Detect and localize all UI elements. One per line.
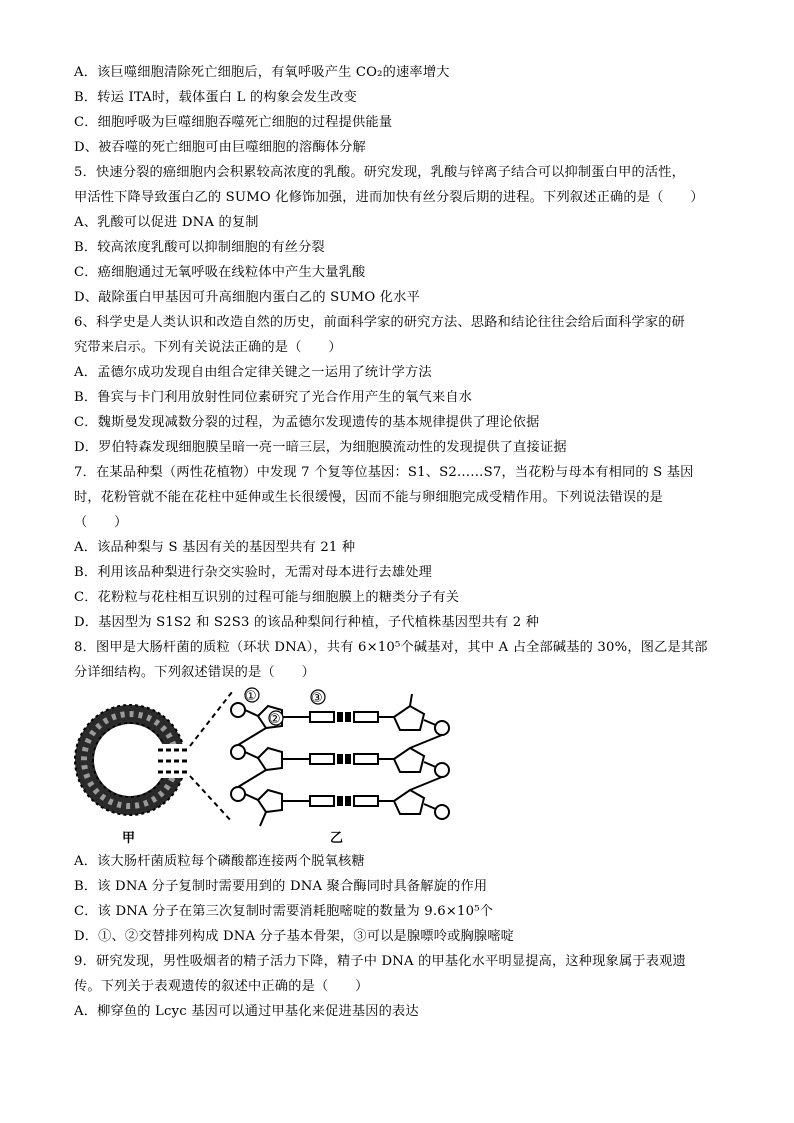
base-right xyxy=(354,754,378,764)
deoxyribose xyxy=(394,706,424,730)
hydrogen-bond xyxy=(338,713,342,721)
zoom-line-top xyxy=(190,692,232,746)
backbone-bond xyxy=(238,728,266,745)
option-6c: C．魏斯曼发现减数分裂的过程，为孟德尔发现遗传的基本规律提供了理论依据 xyxy=(74,415,540,430)
plasmid-ring xyxy=(75,705,190,815)
question-6-stem: 6、科学史是人类认识和改造自然的历史，前面科学家的研究方法、思路和结论往往会给后面科学家的研 xyxy=(74,315,686,330)
base-right xyxy=(354,712,378,722)
option-5d: D、敲除蛋白甲基因可升高细胞内蛋白乙的 SUMO 化水平 xyxy=(74,290,420,305)
figure-label-yi: 乙 xyxy=(330,831,344,846)
option-7a: A．该品种梨与 S 基因有关的基因型共有 21 种 xyxy=(74,540,356,555)
dna-figure-svg xyxy=(70,684,460,846)
dna-detail xyxy=(231,694,449,826)
option-5c: C．癌细胞通过无氧呼吸在线粒体中产生大量乳酸 xyxy=(74,265,366,280)
base-right xyxy=(354,796,378,806)
question-8-stem: 8．图甲是大肠杆菌的质粒（环状 DNA），共有 6×10⁵个碱基对，其中 A 占全部碱基的 30%，图乙是其部 xyxy=(74,640,708,655)
hydrogen-bond xyxy=(346,797,350,805)
question-5-stem-cont: 甲活性下降导致蛋白乙的 SUMO 化修饰加强，进而加快有丝分裂后期的进程。下列叙述正确的是（ ） xyxy=(74,190,704,205)
question-5-stem: 5．快速分裂的癌细胞内会积累较高浓度的乳酸。研究发现，乳酸与锌离子结合可以抑制蛋白甲的活性， xyxy=(74,165,686,180)
option-8c: C．该 DNA 分子在第三次复制时需要消耗胞嘧啶的数量为 9.6×10⁵个 xyxy=(74,904,494,919)
deoxyribose xyxy=(394,748,424,772)
phosphate xyxy=(435,805,449,819)
option-4d: D、被吞噬的死亡细胞可由巨噬细胞的溶酶体分解 xyxy=(74,140,366,155)
figure-label-jia: 甲 xyxy=(122,831,136,846)
option-4a: A．该巨噬细胞清除死亡细胞后，有氧呼吸产生 CO₂的速率增大 xyxy=(74,65,450,80)
question-6-stem-cont: 究带来启示。下列有关说法正确的是（ ） xyxy=(74,340,342,355)
option-8d: D．①、②交替排列构成 DNA 分子基本骨架，③可以是腺嘌呤或胸腺嘧啶 xyxy=(74,929,515,944)
backbone-bond xyxy=(260,812,266,826)
question-7-stem-cont: 时，花粉管就不能在花柱中延伸或生长很缓慢，因而不能与卵细胞完成受精作用。下列说法错误的是 xyxy=(74,490,664,505)
option-7d: D．基因型为 S1S2 和 S2S3 的该品种梨间行种植，子代植株基因型共有 2 种 xyxy=(74,615,540,630)
option-7b: B．利用该品种梨进行杂交实验时，无需对母本进行去雄处理 xyxy=(74,565,432,580)
backbone-bond xyxy=(245,752,258,758)
hydrogen-bond xyxy=(338,797,342,805)
deoxyribose xyxy=(394,790,424,814)
option-9a: A．柳穿鱼的 Lcyc 基因可以通过甲基化来促进基因的表达 xyxy=(74,1004,419,1019)
deoxyribose xyxy=(258,748,282,770)
base-left xyxy=(310,796,334,806)
base-left xyxy=(310,754,334,764)
question-7-answer-blank: （ ） xyxy=(74,515,128,530)
option-6a: A．孟德尔成功发现自由组合定律关键之一运用了统计学方法 xyxy=(74,365,432,380)
zoom-line-bottom xyxy=(190,776,232,822)
backbone-bond xyxy=(245,710,258,716)
phosphate xyxy=(435,763,449,777)
question-7-stem: 7．在某品种梨（两性花植物）中发现 7 个复等位基因：S1、S2……S7，当花粉与母本有相同的 S 基因 xyxy=(74,465,694,480)
option-4c: C．细胞呼吸为巨噬细胞吞噬死亡细胞的过程提供能量 xyxy=(74,115,393,130)
base-left xyxy=(310,712,334,722)
question-9-stem-cont: 传。下列关于表观遗传的叙述中正确的是（ ） xyxy=(74,979,369,994)
backbone-bond xyxy=(410,777,442,790)
hydrogen-bond xyxy=(346,713,350,721)
question-9-stem: 9．研究发现，男性吸烟者的精子活力下降，精子中 DNA 的甲基化水平明显提高，这种现象属于表观遗 xyxy=(74,954,686,969)
option-5a: A、乳酸可以促进 DNA 的复制 xyxy=(74,215,259,230)
dna-figure xyxy=(70,684,460,846)
marker-3: ③ xyxy=(311,691,323,706)
phosphate xyxy=(231,745,245,759)
option-7c: C．花粉粒与花柱相互识别的过程可能与细胞膜上的糖类分子有关 xyxy=(74,590,460,605)
marker-2: ② xyxy=(269,712,281,727)
option-6d: D．罗伯特森发现细胞膜呈暗一亮一暗三层，为细胞膜流动性的发现提供了直接证据 xyxy=(74,440,567,455)
phosphate xyxy=(231,787,245,801)
phosphate xyxy=(231,703,245,717)
deoxyribose xyxy=(258,790,282,812)
backbone-bond xyxy=(245,794,258,800)
option-8a: A．该大肠杆菌质粒每个磷酸都连接两个脱氧核糖 xyxy=(74,854,365,869)
backbone-bond xyxy=(410,735,442,748)
hydrogen-bond xyxy=(346,755,350,763)
backbone-bond xyxy=(410,694,412,706)
option-8b: B．该 DNA 分子复制时需要用到的 DNA 聚合酶同时具备解旋的作用 xyxy=(74,879,488,894)
option-6b: B．鲁宾与卡门利用放射性同位素研究了光合作用产生的氧气来自水 xyxy=(74,390,473,405)
hydrogen-bond xyxy=(338,755,342,763)
marker-1: ① xyxy=(245,689,257,704)
option-5b: B．较高浓度乳酸可以抑制细胞的有丝分裂 xyxy=(74,240,325,255)
phosphate xyxy=(435,721,449,735)
question-8-stem-cont: 分详细结构。下列叙述错误的是（ ） xyxy=(74,665,315,680)
option-4b: B．转运 ITA时，载体蛋白 L 的构象会发生改变 xyxy=(74,90,358,105)
backbone-bond xyxy=(238,770,266,787)
